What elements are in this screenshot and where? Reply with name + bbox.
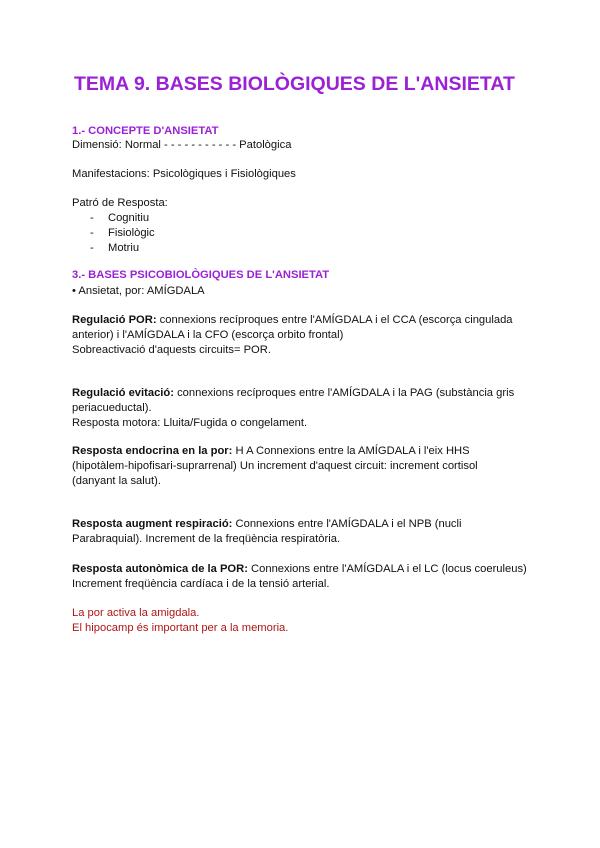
regulacio-evitacio-text: periacueductal). — [72, 402, 152, 414]
list-item-text: Cognitiu — [108, 212, 150, 224]
list-item-text: Motriu — [108, 242, 140, 254]
ansietat-intro: • Ansietat, por: AMÍGDALA — [72, 285, 205, 297]
note-line: La por activa la amigdala. — [72, 607, 200, 619]
resposta-endocrina-label: Resposta endocrina en la por: — [72, 445, 233, 457]
list-item — [90, 241, 155, 256]
list-item-text: Fisiològic — [108, 227, 155, 239]
resposta-endocrina-text: (danyant la salut). — [72, 475, 161, 487]
regulacio-por-label: Regulació POR: — [72, 314, 157, 326]
resposta-endocrina-text: (hipotàlem-hipofisari-suprarrenal) Un increment d'aquest circuit: increment cortisol — [72, 460, 478, 472]
document-title: TEMA 9. BASES BIOLÒGIQUES DE L'ANSIETAT — [74, 73, 515, 95]
regulacio-evitacio-text: connexions recíproques entre l'AMÍGDALA i la PAG (substància gris — [173, 387, 515, 399]
regulacio-evitacio-paragraph — [72, 386, 514, 431]
section-1-heading: 1.- CONCEPTE D'ANSIETAT — [72, 125, 219, 137]
list-item — [90, 211, 155, 226]
dimensio-line: Dimensió: Normal - - - - - - - - - - - Patològica — [72, 139, 292, 151]
resposta-respiracio-text: Parabraquial). Increment de la freqüència respiratòria. — [72, 533, 341, 545]
patro-list — [90, 211, 155, 256]
resposta-autonomica-paragraph — [72, 562, 527, 592]
resposta-autonomica-text: Increment freqüència cardíaca i de la tensió arterial. — [72, 578, 330, 590]
notes-block — [72, 606, 288, 636]
regulacio-por-text: anterior) i l'AMÍGDALA i la CFO (escorça orbito frontal) — [72, 329, 344, 341]
patro-label: Patró de Resposta: — [72, 197, 168, 209]
regulacio-evitacio-label: Regulació evitació: — [72, 387, 174, 399]
regulacio-evitacio-text: Resposta motora: Lluita/Fugida o congelament. — [72, 417, 308, 429]
resposta-autonomica-text: Connexions entre l'AMÍGDALA i el LC (locus coeruleus) — [247, 563, 527, 575]
section-3-heading: 3.- BASES PSICOBIOLÒGIQUES DE L'ANSIETAT — [72, 269, 330, 281]
list-dash: - — [90, 227, 94, 239]
note-line: El hipocamp és important per a la memoria. — [72, 622, 289, 634]
resposta-autonomica-label: Resposta autonòmica de la POR: — [72, 563, 248, 575]
manifestacions-line: Manifestacions: Psicològiques i Fisiològiques — [72, 168, 296, 180]
resposta-respiracio-paragraph — [72, 517, 462, 547]
resposta-respiracio-text: Connexions entre l'AMÍGDALA i el NPB (nucli — [232, 518, 462, 530]
list-dash: - — [90, 212, 94, 224]
regulacio-por-text: Sobreactivació d'aquests circuits= POR. — [72, 344, 271, 356]
resposta-respiracio-label: Resposta augment respiració: — [72, 518, 233, 530]
list-dash: - — [90, 242, 94, 254]
regulacio-por-paragraph — [72, 313, 513, 358]
list-item — [90, 226, 155, 241]
regulacio-por-text: connexions recíproques entre l'AMÍGDALA i el CCA (escorça cingulada — [156, 314, 513, 326]
resposta-endocrina-text: H A Connexions entre la AMÍGDALA i l'eix HHS — [232, 445, 470, 457]
resposta-endocrina-paragraph — [72, 444, 478, 489]
